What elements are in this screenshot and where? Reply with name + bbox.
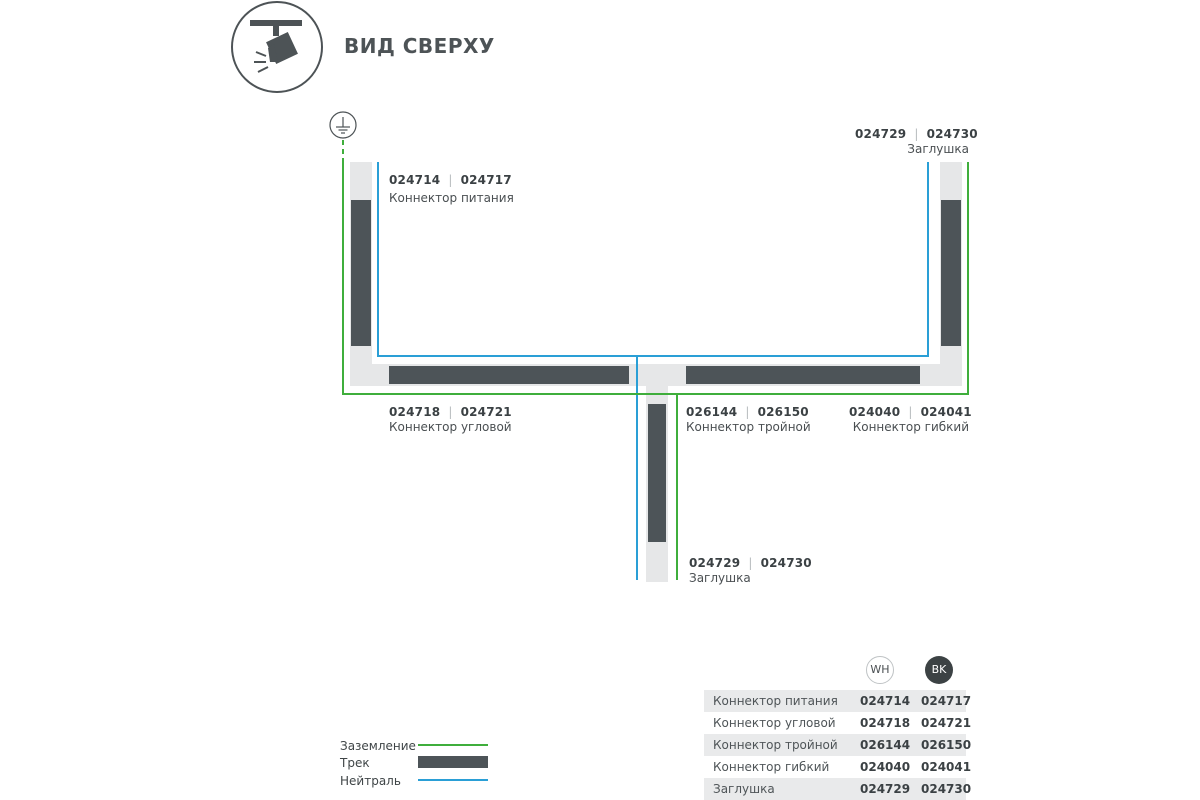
finish-badge-black: BK (925, 656, 953, 684)
track-bottom-right (686, 366, 920, 384)
table-row: Коннектор гибкий 024040 024041 (713, 760, 972, 774)
callout-endcap-bottom: 024729 | 024730 Заглушка (689, 556, 812, 585)
track-left (351, 200, 371, 346)
table-row: Коннектор тройной 026144 026150 (704, 734, 966, 756)
callout-flex: 024040 | 024041 Коннектор гибкий (849, 405, 972, 434)
track-bottom-left (389, 366, 629, 384)
table-row: Коннектор угловой 024718 024721 (713, 716, 972, 730)
track-stem (648, 404, 666, 542)
callout-corner: 024718 | 024721 Коннектор угловой (389, 405, 512, 434)
legend-track-label: Трек (340, 756, 370, 770)
legend-ground-label: Заземление (340, 739, 416, 753)
table-row: Коннектор питания 024714 024717 (704, 690, 966, 712)
finish-badge-white: WH (866, 656, 894, 684)
callout-endcap-right: 024729 | 024730 Заглушка (855, 127, 978, 156)
ground-symbol-icon (330, 112, 356, 138)
table-row: Заглушка 024729 024730 (704, 778, 966, 800)
legend-neutral-label: Нейтраль (340, 774, 401, 788)
callout-tee: 026144 | 026150 Коннектор тройной (686, 405, 811, 434)
track-right (941, 200, 961, 346)
legend-track-swatch (418, 756, 488, 768)
legend-swatches (418, 740, 490, 784)
callout-power: 024714 | 024717 Коннектор питания (389, 173, 514, 205)
article-table (704, 690, 972, 800)
page-title: ВИД СВЕРХУ (344, 34, 495, 58)
